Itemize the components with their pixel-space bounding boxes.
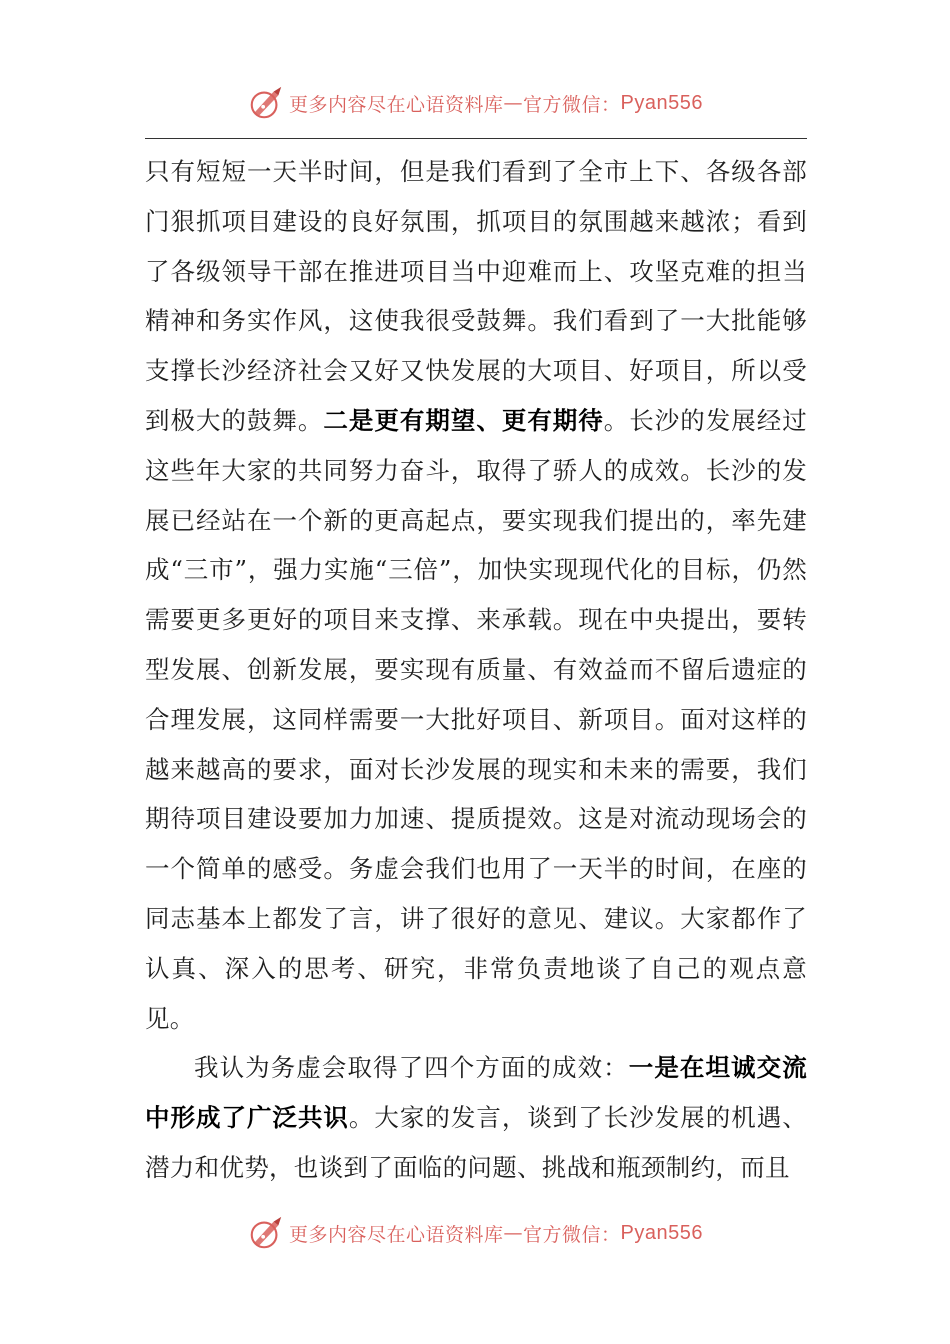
paragraph-2-bold-heading: 一是在坦诚交流中形成了广泛共识	[145, 1053, 807, 1133]
page-footer	[0, 1213, 950, 1253]
footer-wechat-id: Pyan556	[620, 1221, 703, 1244]
pen-nib-logo-icon	[247, 84, 285, 122]
footer-separator: —	[503, 1222, 524, 1244]
footer-wechat-label: 官方微信：	[523, 1223, 621, 1246]
paragraph-1-bold-heading: 二是更有期望、更有期待	[323, 405, 604, 435]
pen-nib-logo-icon	[247, 1214, 285, 1252]
paragraph-2	[145, 1043, 807, 1192]
page-header	[0, 83, 950, 123]
header-separator: —	[503, 92, 524, 114]
paragraph-2-text-b: 。大家的发言，谈到了长沙发展的机遇、潜力和优势，也谈到了面临的问题、挑战和瓶颈制约，而且	[145, 1103, 807, 1182]
paragraph-1	[145, 147, 807, 1043]
footer-brand: 更多内容尽在心语资料库	[289, 1223, 504, 1246]
header-brand: 更多内容尽在心语资料库	[289, 93, 504, 116]
paragraph-1-text-a: 只有短短一天半时间，但是我们看到了全市上下、各级各部门狠抓项目建设的良好氛围，抓项目的氛围越来越浓；看到了各级领导干部在推进项目当中迎难而上、攻坚克难的担当精神和务实作风，这使我很受鼓舞。我们看到了一大批能够支撑长沙经济社会又好又快发展的大项目、好项目，所以受到极大的鼓舞。	[145, 157, 807, 435]
header-wechat-label: 官方微信：	[523, 93, 621, 116]
header-divider	[145, 138, 807, 139]
document-body	[145, 147, 807, 1193]
paragraph-2-text-a: 我认为务虚会取得了四个方面的成效：	[194, 1053, 629, 1083]
paragraph-1-text-b: 。长沙的发展经过这些年大家的共同努力奋斗，取得了骄人的成效。长沙的发展已经站在一个新的更高起点，要实现我们提出的，率先建成“三市”，强力实施“三倍”，加快实现现代化的目标，仍然需要更多更好的项目来支撑、来承载。现在中央提出，要转型发展、创新发展，要实现有质量、有效益而不留后遗症的合理发展，这同样需要一大批好项目、新项目。面对这样的越来越高的要求，面对长沙发展的现实和未来的需要，我们期待项目建设要加力加速、提质提效。这是对流动现场会的一个简单的感受。务虚会我们也用了一天半的时间，在座的同志基本上都发了言，讲了很好的意见、建议。大家都作了认真、深入的思考、研究，非常负责地谈了自己的观点意见。	[145, 405, 807, 1033]
header-wechat-id: Pyan556	[620, 91, 703, 114]
